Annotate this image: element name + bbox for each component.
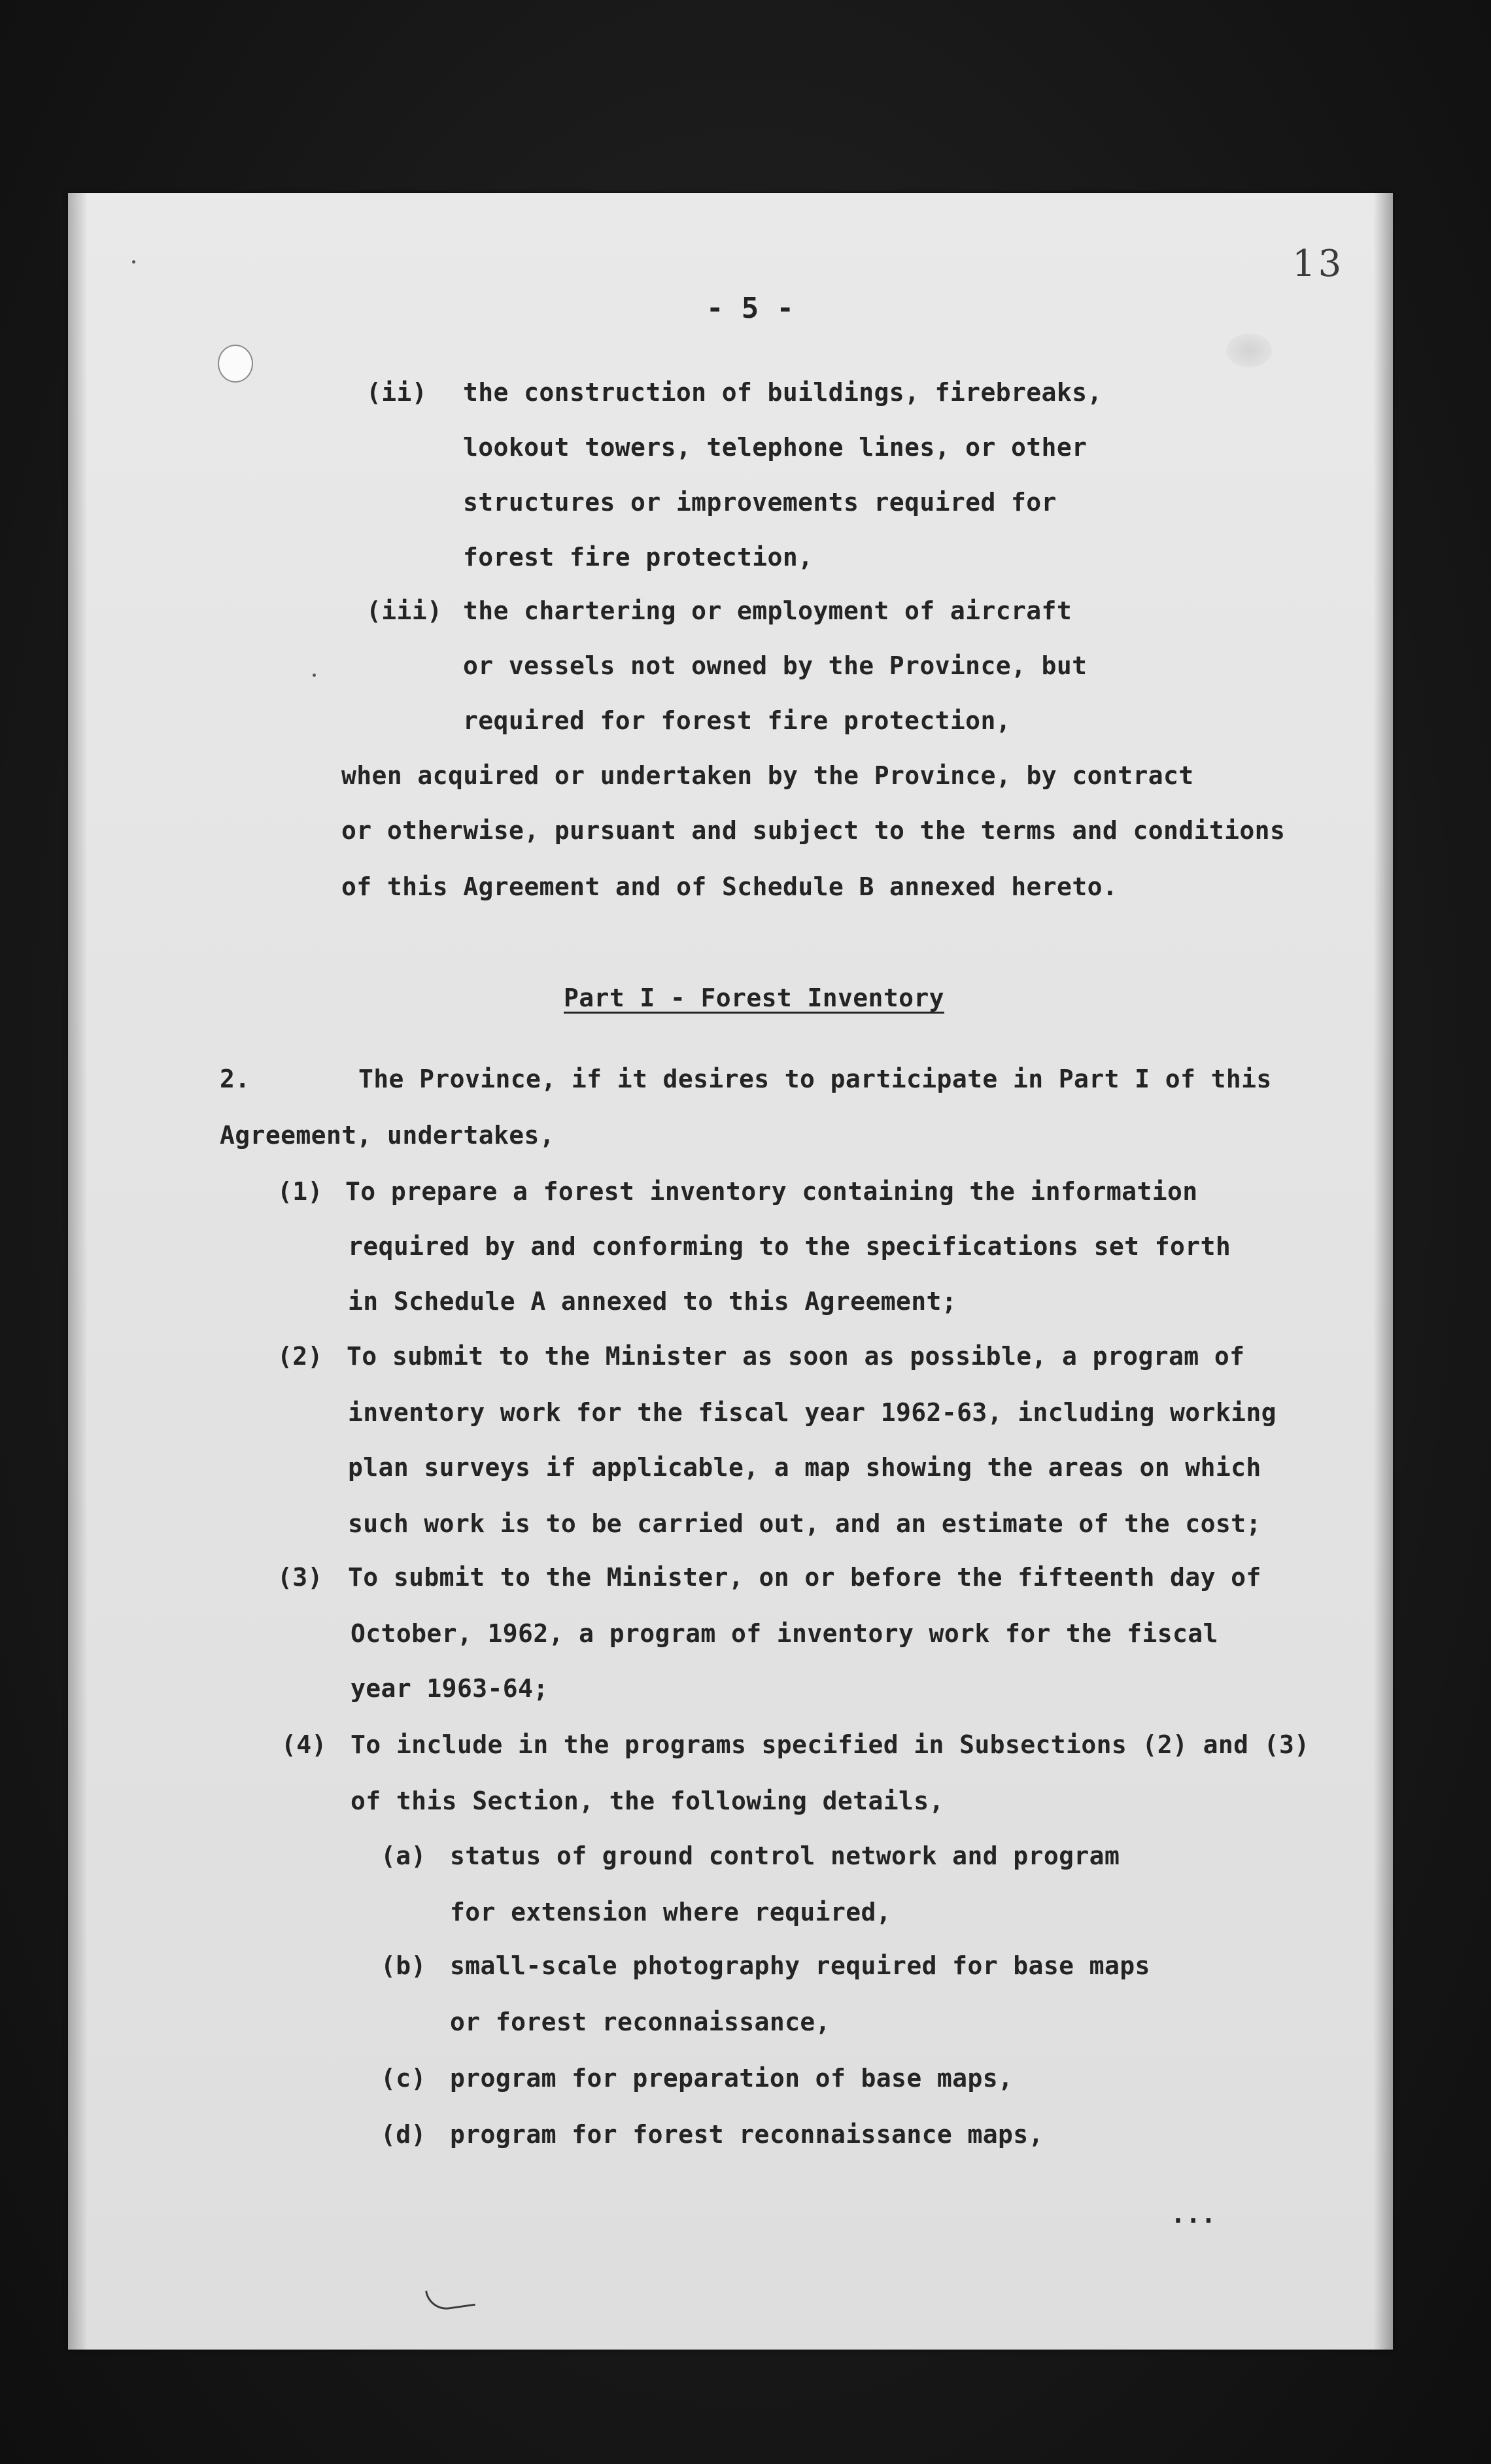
item-ii-line-4: forest fire protection,	[463, 543, 814, 572]
subsection-3-marker: (3)	[277, 1563, 323, 1592]
subsection-4-line-2: of this Section, the following details,	[351, 1787, 944, 1815]
punch-hole	[218, 345, 253, 383]
item-a-line-1: status of ground control network and program	[450, 1841, 1120, 1870]
section-heading: Part I - Forest Inventory	[564, 984, 944, 1012]
subsection-2-line-4: such work is to be carried out, and an estimate of the cost;	[348, 1509, 1261, 1538]
item-a-marker: (a)	[381, 1841, 426, 1870]
item-b-line-2: or forest reconnaissance,	[450, 2008, 831, 2036]
item-a-line-2: for extension where required,	[450, 1898, 892, 1926]
subsection-3-line-3: year 1963-64;	[351, 1674, 549, 1703]
item-iii-line-1: the chartering or employment of aircraft	[463, 596, 1072, 625]
subsection-2-line-2: inventory work for the fiscal year 1962-63, including working	[348, 1398, 1277, 1427]
item-ii-marker: (ii)	[366, 378, 428, 407]
item-d-line-1: program for forest reconnaissance maps,	[450, 2120, 1044, 2149]
subsection-1-marker: (1)	[277, 1177, 323, 1206]
section-2-line-2: Agreement, undertakes,	[220, 1121, 555, 1150]
item-ii-line-1: the construction of buildings, firebreaks,	[463, 378, 1103, 407]
item-b-marker: (b)	[381, 1951, 426, 1980]
folio-number: 13	[1292, 243, 1345, 285]
continuation-line-1: when acquired or undertaken by the Province, by contract	[341, 761, 1194, 790]
item-d-marker: (d)	[381, 2120, 426, 2149]
item-iii-marker: (iii)	[366, 596, 443, 625]
continuation-line-3: of this Agreement and of Schedule B annexed hereto.	[341, 872, 1118, 901]
item-iii-line-2: or vessels not owned by the Province, but	[463, 651, 1088, 680]
item-b-line-1: small-scale photography required for base maps	[450, 1951, 1150, 1980]
item-c-line-1: program for preparation of base maps,	[450, 2064, 1014, 2093]
paper-smudge	[1226, 334, 1272, 368]
page-edge-shadow-left	[68, 193, 88, 2350]
speck	[132, 260, 135, 264]
section-2-number: 2.	[220, 1065, 250, 1093]
subsection-2-marker: (2)	[277, 1342, 323, 1371]
continuation-line-2: or otherwise, pursuant and subject to the terms and conditions	[341, 816, 1286, 845]
continued-ellipsis: ...	[1171, 2200, 1216, 2229]
subsection-2-line-3: plan surveys if applicable, a map showing the areas on which	[348, 1453, 1261, 1482]
section-2-line-1: The Province, if it desires to participate in Part I of this	[358, 1065, 1272, 1093]
item-iii-line-3: required for forest fire protection,	[463, 706, 1012, 735]
subsection-4-marker: (4)	[281, 1730, 327, 1759]
subsection-3-line-2: October, 1962, a program of inventory work for the fiscal	[351, 1619, 1218, 1648]
item-ii-line-3: structures or improvements required for	[463, 488, 1057, 517]
page-number: - 5 -	[706, 292, 795, 325]
subsection-1-line-1: To prepare a forest inventory containing the information	[345, 1177, 1198, 1206]
subsection-3-line-1: To submit to the Minister, on or before the fifteenth day of	[348, 1563, 1261, 1592]
subsection-1-line-2: required by and conforming to the specifications set forth	[348, 1232, 1231, 1261]
subsection-4-line-1: To include in the programs specified in Subsections (2) and (3)	[351, 1730, 1310, 1759]
item-c-marker: (c)	[381, 2064, 426, 2093]
subsection-1-line-3: in Schedule A annexed to this Agreement;	[348, 1287, 957, 1316]
item-ii-line-2: lookout towers, telephone lines, or other	[463, 433, 1088, 462]
subsection-2-line-1: To submit to the Minister as soon as possible, a program of	[347, 1342, 1245, 1371]
speck	[313, 674, 316, 677]
page-edge-shadow-right	[1373, 193, 1393, 2350]
